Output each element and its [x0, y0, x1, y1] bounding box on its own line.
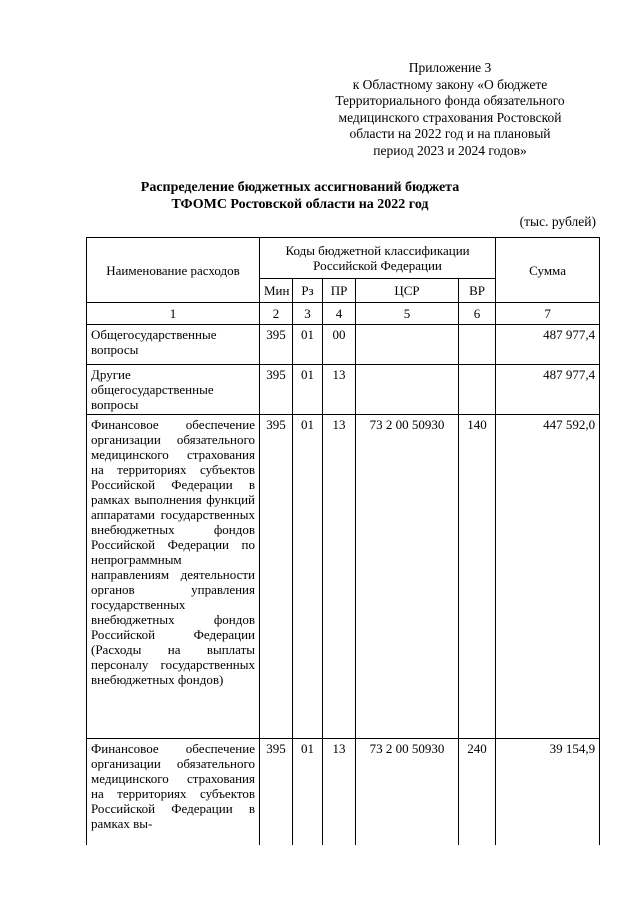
row-sum: 39 154,9: [496, 739, 600, 845]
column-number: 2: [260, 303, 293, 325]
column-number: 7: [496, 303, 600, 325]
appendix-header: [300, 60, 600, 159]
row-min: 395: [260, 415, 293, 739]
row-sum: 447 592,0: [496, 415, 600, 739]
header-vr: ВР: [459, 279, 496, 303]
column-number: 4: [323, 303, 356, 325]
row-min: 395: [260, 739, 293, 845]
header-rz: Рз: [293, 279, 323, 303]
header-name: Наименование расходов: [87, 238, 260, 303]
row-sum: 487 977,4: [496, 365, 600, 415]
appendix-line: Приложение 3: [408, 60, 492, 75]
row-rz: 01: [293, 415, 323, 739]
row-min: 395: [260, 325, 293, 365]
document-title: [90, 179, 510, 213]
row-pr: 00: [323, 325, 356, 365]
column-number: 1: [87, 303, 260, 325]
header-min: Мин: [260, 279, 293, 303]
row-csr: [356, 365, 459, 415]
row-csr: 73 2 00 50930: [356, 739, 459, 845]
column-number: 5: [356, 303, 459, 325]
row-rz: 01: [293, 325, 323, 365]
row-csr: [356, 325, 459, 365]
row-csr: 73 2 00 50930: [356, 415, 459, 739]
header-csr: ЦСР: [356, 279, 459, 303]
row-vr: 140: [459, 415, 496, 739]
row-name: Финансовое обеспечение организации обязательного медицинского страхования на территориях субъектов Российской Федерации в рамках выполнения функций аппаратами государственных внебюджетных фондов Российской Федерации по непрограммным направлениям деятельности органов управления государственных внебюджетных фондов Российской Федерации (Расходы на выплаты персоналу государственных внебюджетных фондов): [87, 415, 260, 739]
row-min: 395: [260, 365, 293, 415]
table-row: [87, 739, 600, 845]
row-name: Финансовое обеспечение организации обязательного медицинского страхования на территориях субъектов Российской Федерации в рамках вы-: [87, 739, 260, 845]
row-name: Другие общегосударственные вопросы: [87, 365, 260, 415]
row-name: Общегосударственные вопросы: [87, 325, 260, 365]
row-sum: 487 977,4: [496, 325, 600, 365]
appendix-line: к Областному закону «О бюджете: [352, 76, 548, 92]
row-vr: [459, 365, 496, 415]
appendix-line: медицинского страхования Ростовской: [338, 109, 562, 125]
budget-table: [86, 237, 600, 845]
column-number: 3: [293, 303, 323, 325]
table-row: [87, 415, 600, 739]
appendix-line: период 2023 и 2024 годов»: [373, 142, 527, 158]
row-pr: 13: [323, 739, 356, 845]
appendix-line: области на 2022 год и на плановый: [349, 126, 551, 141]
title-line: Распределение бюджетных ассигнований бюджета: [140, 180, 460, 195]
appendix-line: Территориального фонда обязательного: [335, 93, 565, 108]
title-line: ТФОМС Ростовской области на 2022 год: [171, 197, 429, 212]
row-vr: 240: [459, 739, 496, 845]
table-row: [87, 365, 600, 415]
column-number: 6: [459, 303, 496, 325]
row-rz: 01: [293, 739, 323, 845]
table-row: [87, 325, 600, 365]
row-pr: 13: [323, 365, 356, 415]
column-numbers-row: [87, 303, 600, 325]
row-rz: 01: [293, 365, 323, 415]
row-pr: 13: [323, 415, 356, 739]
header-sum: Сумма: [496, 238, 600, 303]
header-codes: Коды бюджетной классификации Российской Федерации: [260, 238, 496, 279]
unit-label: (тыс. рублей): [519, 214, 596, 229]
row-vr: [459, 325, 496, 365]
header-pr: ПР: [323, 279, 356, 303]
